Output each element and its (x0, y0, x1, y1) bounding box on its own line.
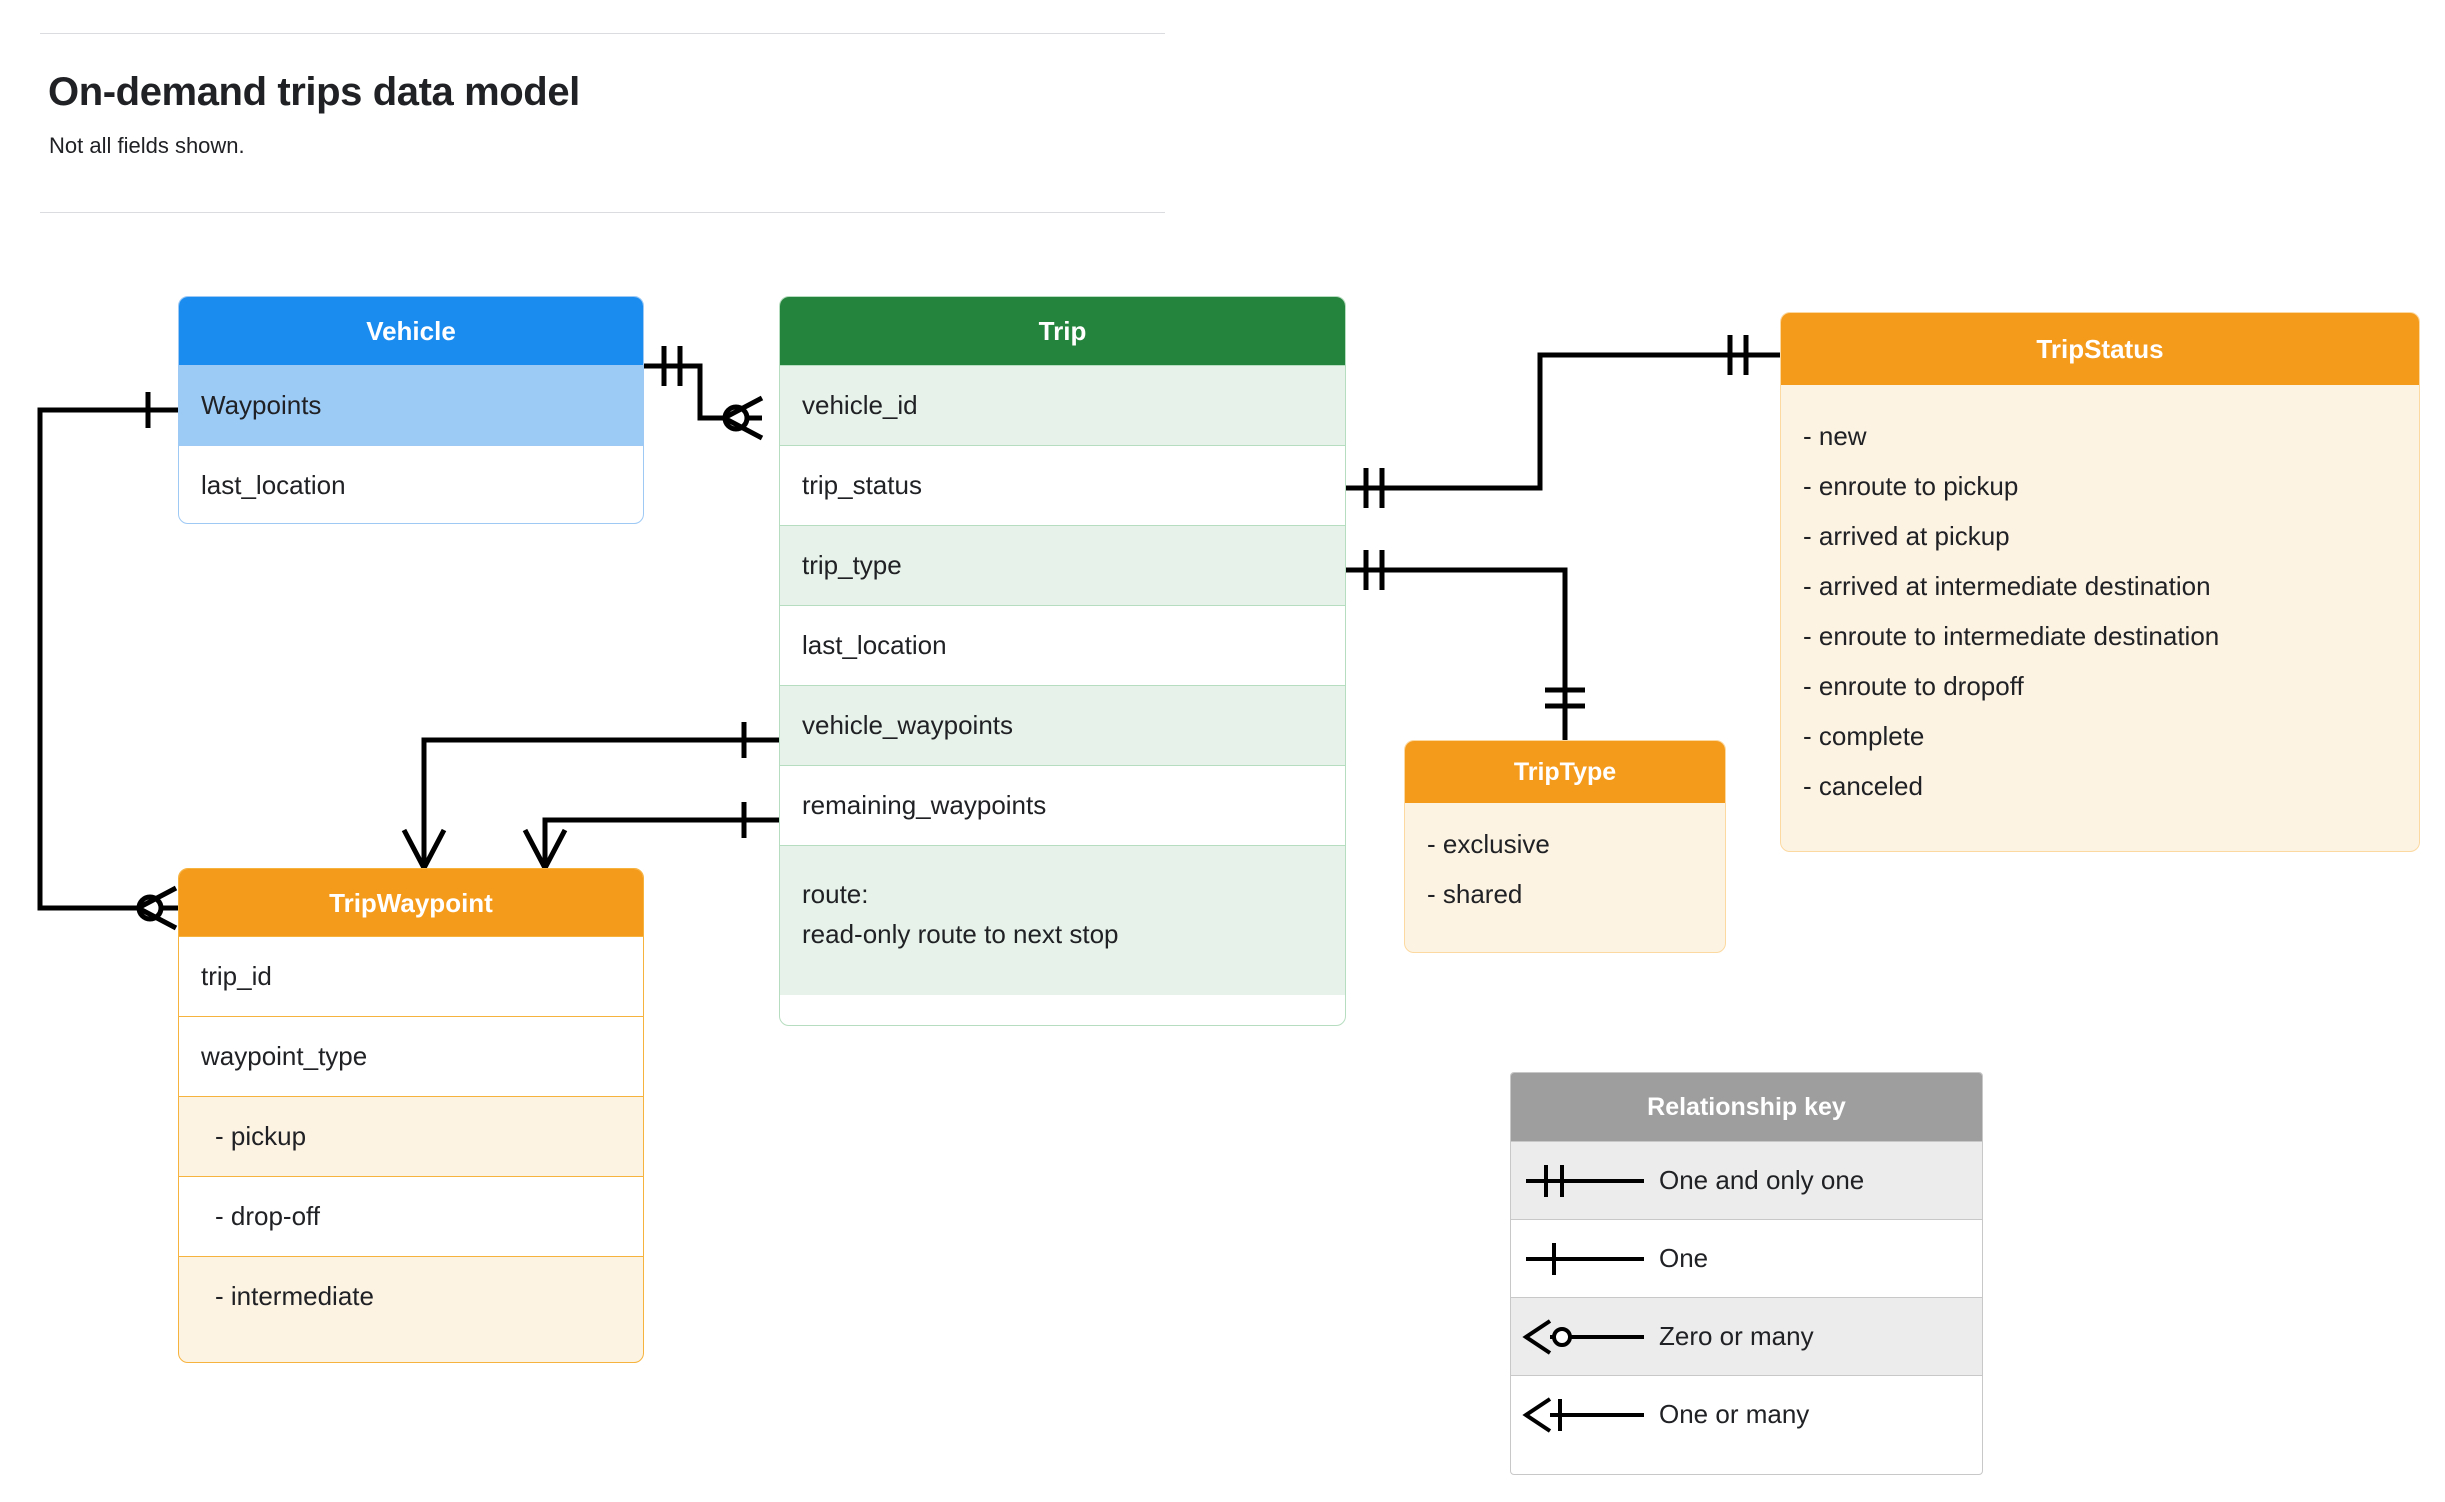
entity-trip-status-title: TripStatus (1781, 313, 2419, 385)
entity-vehicle-field-last-location: last_location (179, 445, 643, 524)
entity-trip-field-remaining-waypoints: remaining_waypoints (780, 765, 1345, 845)
list-item: - enroute to intermediate destination (1803, 621, 2220, 651)
relationship-key-title: Relationship key (1511, 1073, 1982, 1141)
list-item: - new (1803, 421, 1867, 451)
relationship-key-panel (1510, 1072, 1983, 1475)
list-item: - arrived at pickup (1803, 521, 2010, 551)
header-divider-top (40, 33, 1165, 34)
entity-trip-field-trip-type: trip_type (780, 525, 1345, 605)
relationship-key-row-one (1511, 1219, 1982, 1297)
zero-or-many-icon (1511, 1298, 1659, 1375)
relationship-key-row-one-and-only-one (1511, 1141, 1982, 1219)
list-item: - shared (1427, 879, 1523, 909)
relationship-key-row-zero-or-many (1511, 1297, 1982, 1375)
one-or-many-icon (1511, 1376, 1659, 1453)
relationship-key-label: Zero or many (1659, 1321, 1814, 1351)
entity-vehicle-title: Vehicle (179, 297, 643, 365)
entity-trip-title: Trip (780, 297, 1345, 365)
list-item: - complete (1803, 721, 1925, 751)
entity-trip-field-vehicle-id: vehicle_id (780, 365, 1345, 445)
relationship-key-label: One and only one (1659, 1165, 1865, 1195)
entity-trip-field-route (780, 845, 1345, 995)
entity-trip-waypoint-value-intermediate: - intermediate (179, 1256, 643, 1336)
one-and-only-one-icon (1511, 1142, 1659, 1219)
list-item: - exclusive (1427, 829, 1550, 859)
list-item: - enroute to pickup (1803, 471, 2019, 501)
entity-trip-route-description: read-only route to next stop (802, 919, 1119, 950)
relationship-key-label: One (1659, 1243, 1709, 1273)
header-divider-bottom (40, 212, 1165, 213)
entity-trip-waypoint[interactable] (178, 868, 644, 1363)
entity-trip-status-values (1781, 385, 2419, 811)
page-title: On-demand trips data model (48, 70, 580, 114)
entity-trip-field-last-location: last_location (780, 605, 1345, 685)
entity-trip-waypoint-field-trip-id: trip_id (179, 936, 643, 1016)
entity-vehicle[interactable] (178, 296, 644, 524)
relationship-key-label: One or many (1659, 1399, 1810, 1429)
page-subtitle: Not all fields shown. (49, 133, 245, 158)
entity-vehicle-field-waypoints: Waypoints (179, 365, 643, 445)
list-item: - arrived at intermediate destination (1803, 571, 2211, 601)
list-item: - enroute to dropoff (1803, 671, 2024, 701)
entity-trip-waypoint-field-waypoint-type: waypoint_type (179, 1016, 643, 1096)
entity-trip-waypoint-value-dropoff: - drop-off (179, 1176, 643, 1256)
relationship-key-row-one-or-many (1511, 1375, 1982, 1453)
entity-trip-waypoint-title: TripWaypoint (179, 869, 643, 936)
entity-trip[interactable] (779, 296, 1346, 1026)
list-item: - canceled (1803, 771, 1923, 801)
one-icon (1511, 1220, 1659, 1297)
entity-trip-type-title: TripType (1405, 741, 1725, 803)
entity-trip-waypoint-value-pickup: - pickup (179, 1096, 643, 1176)
entity-trip-field-trip-status: trip_status (780, 445, 1345, 525)
entity-trip-type[interactable] (1404, 740, 1726, 953)
entity-trip-type-values (1405, 803, 1725, 919)
entity-trip-field-vehicle-waypoints: vehicle_waypoints (780, 685, 1345, 765)
entity-trip-status[interactable] (1780, 312, 2420, 852)
entity-trip-route-label: route: (802, 879, 869, 909)
